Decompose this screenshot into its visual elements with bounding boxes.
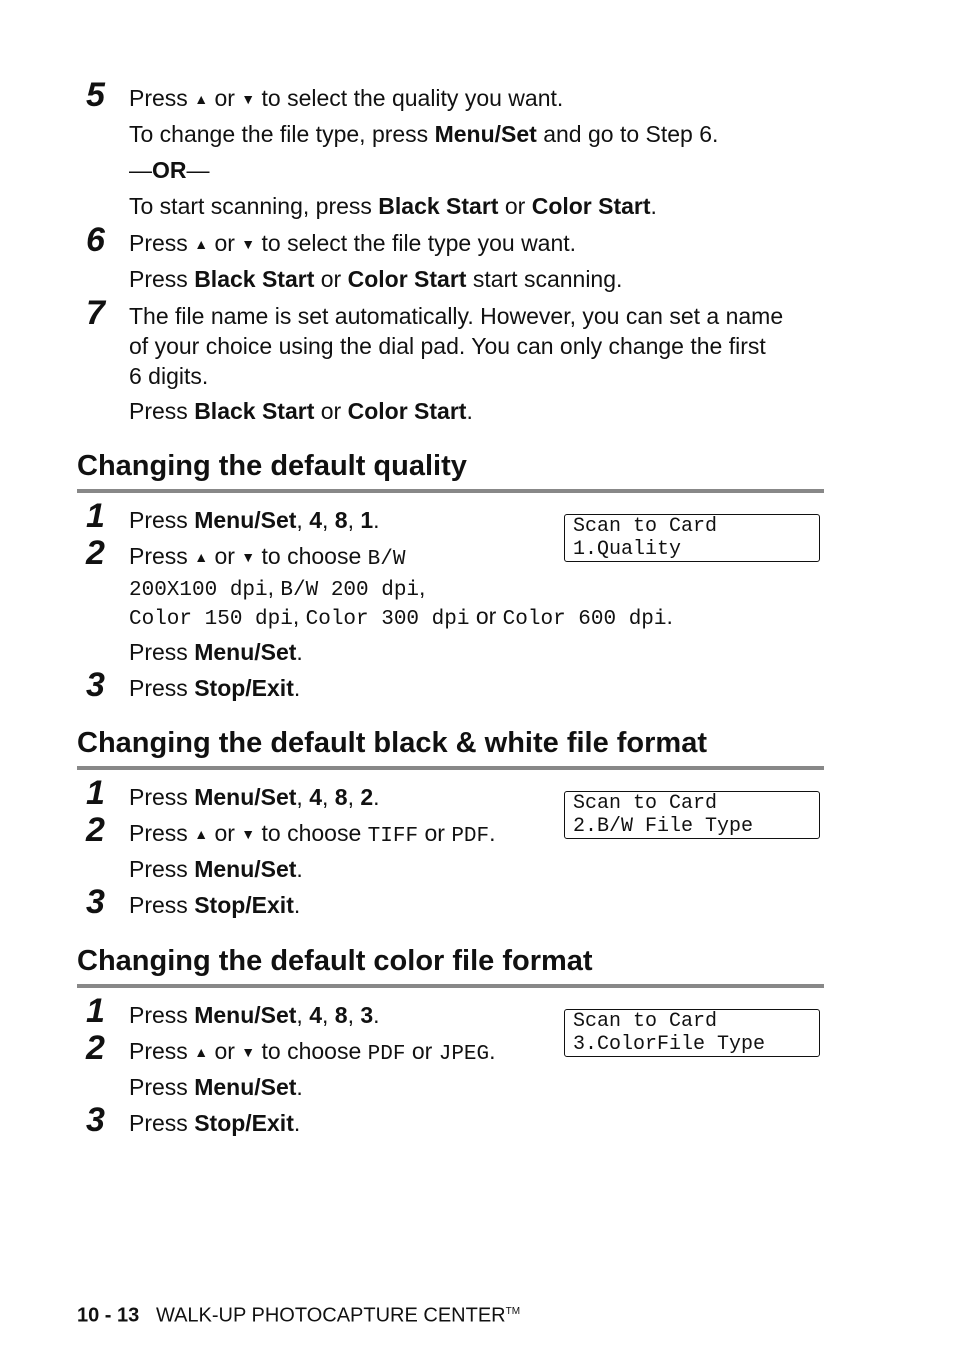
- step-7-line-4: Press Black Start or Color Start.: [129, 398, 473, 424]
- bw-step-2-line-2: Press Menu/Set.: [129, 856, 303, 882]
- step-number: 2: [86, 534, 105, 572]
- step-6-line-1: Press ▲ or ▼ to select the file type you want.: [129, 228, 576, 261]
- color-step-1: Press Menu/Set, 4, 8, 3.: [129, 1002, 380, 1028]
- step-6-line-2: Press Black Start or Color Start start scanning.: [129, 266, 623, 292]
- step-number: 3: [86, 666, 105, 704]
- lcd-display-bw: Scan to Card 2.B/W File Type: [564, 791, 820, 839]
- quality-step-2-line-4: Press Menu/Set.: [129, 639, 303, 665]
- down-arrow-icon: ▼: [241, 549, 256, 565]
- footer-title: WALK-UP PHOTOCAPTURE CENTER: [155, 1304, 506, 1327]
- page-number: 10 - 13: [77, 1304, 140, 1327]
- quality-step-1: Press Menu/Set, 4, 8, 1.: [129, 507, 380, 533]
- section-rule: [77, 489, 824, 493]
- step-number: 5: [86, 76, 105, 114]
- bw-step-1: Press Menu/Set, 4, 8, 2.: [129, 784, 380, 810]
- step-number: 7: [86, 294, 105, 332]
- down-arrow-icon: ▼: [241, 1044, 256, 1060]
- step-number: 1: [86, 497, 105, 535]
- step-7-line-1: The file name is set automatically. However, you can set a name: [129, 303, 784, 329]
- section-rule: [77, 984, 824, 988]
- trademark-mark: TM: [505, 1306, 521, 1317]
- step-number: 2: [86, 1029, 105, 1067]
- step-5-line-1: Press ▲ or ▼ to select the quality you want.: [129, 83, 563, 116]
- step-number: 6: [86, 221, 105, 259]
- down-arrow-icon: ▼: [241, 91, 256, 107]
- up-arrow-icon: ▲: [194, 826, 209, 842]
- section-rule: [77, 766, 824, 770]
- quality-step-3: Press Stop/Exit.: [129, 675, 301, 701]
- page-footer: [77, 1300, 520, 1328]
- section-heading-quality: Changing the default quality: [77, 450, 467, 482]
- quality-step-2-line-1: Press ▲ or ▼ to choose B/W: [129, 543, 406, 571]
- quality-step-2-line-3: Color 150 dpi, Color 300 dpi or Color 600 dpi.: [129, 603, 673, 631]
- lcd-display-quality: Scan to Card 1.Quality: [564, 514, 820, 562]
- up-arrow-icon: ▲: [194, 549, 209, 565]
- color-step-2-line-2: Press Menu/Set.: [129, 1074, 303, 1100]
- step-number: 1: [86, 992, 105, 1030]
- step-7-line-3: 6 digits.: [129, 363, 209, 389]
- bw-step-3: Press Stop/Exit.: [129, 892, 301, 918]
- color-step-3: Press Stop/Exit.: [129, 1110, 301, 1136]
- or-separator: —OR—: [129, 157, 210, 183]
- step-5-line-2: To change the file type, press Menu/Set and go to Step 6.: [129, 121, 719, 147]
- up-arrow-icon: ▲: [194, 1044, 209, 1060]
- down-arrow-icon: ▼: [241, 236, 256, 252]
- lcd-display-color: Scan to Card 3.ColorFile Type: [564, 1009, 820, 1057]
- quality-step-2-line-2: 200X100 dpi, B/W 200 dpi,: [129, 574, 426, 602]
- section-heading-bw: Changing the default black & white file format: [77, 727, 707, 759]
- color-step-2-line-1: Press ▲ or ▼ to choose PDF or JPEG.: [129, 1038, 496, 1066]
- step-5-line-4: To start scanning, press Black Start or Color Start.: [129, 193, 657, 219]
- bw-step-2-line-1: Press ▲ or ▼ to choose TIFF or PDF.: [129, 820, 496, 848]
- step-number: 2: [86, 811, 105, 849]
- step-7-line-2: of your choice using the dial pad. You can only change the first: [129, 333, 766, 359]
- up-arrow-icon: ▲: [194, 236, 209, 252]
- down-arrow-icon: ▼: [241, 826, 256, 842]
- step-number: 3: [86, 883, 105, 921]
- up-arrow-icon: ▲: [194, 91, 209, 107]
- step-number: 3: [86, 1101, 105, 1139]
- step-number: 1: [86, 774, 105, 812]
- section-heading-color: Changing the default color file format: [77, 945, 593, 977]
